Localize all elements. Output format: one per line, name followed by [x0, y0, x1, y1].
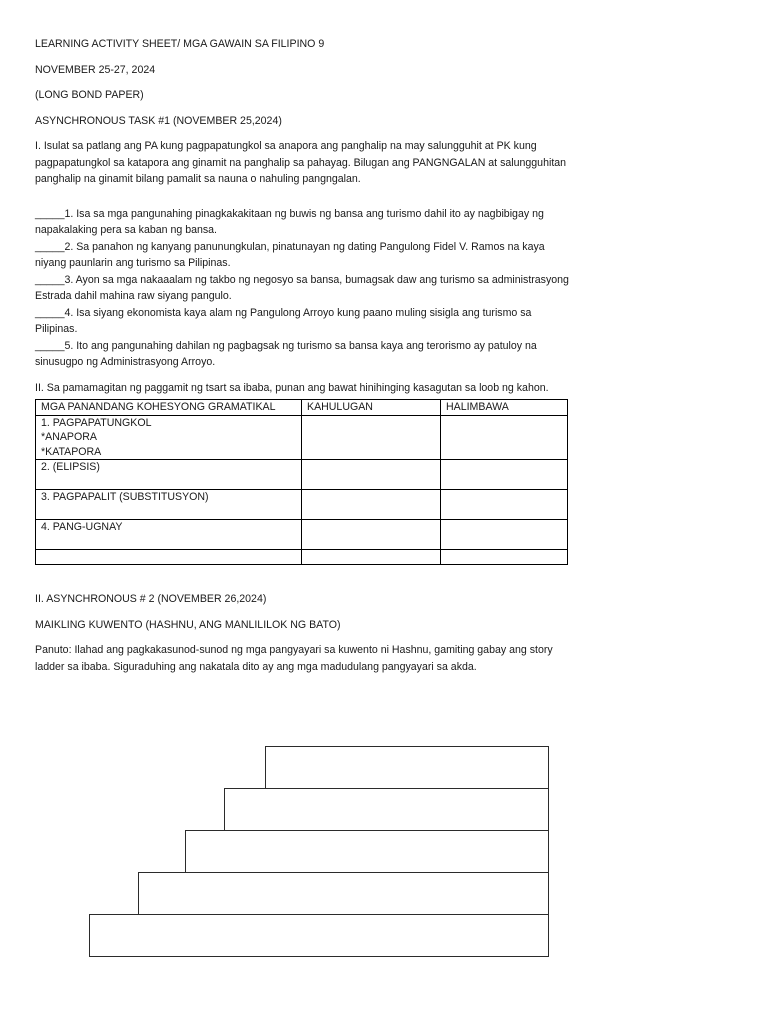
ladder-step-3[interactable]: [185, 830, 549, 873]
table-header: KAHULUGAN: [302, 400, 441, 416]
answer-cell[interactable]: [302, 520, 441, 550]
activity-sheet: [35, 36, 575, 675]
part1-items: [35, 206, 575, 371]
table-cell: 4. PANG-UGNAY: [36, 520, 302, 550]
sheet-title: LEARNING ACTIVITY SHEET/ MGA GAWAIN SA FILIPINO 9: [35, 38, 325, 50]
list-item: _____2. Sa panahon ng kanyang panunungkulan, pinatunayan ng dating Pangulong Fidel V. Ramos na kaya niyang paunlarin ang turismo sa Pilipinas.: [35, 240, 545, 269]
table-cell: [36, 550, 302, 565]
list-item: _____3. Ayon sa mga nakaaalam ng takbo ng negosyo sa bansa, bumagsak daw ang turismo sa administrasyong Estrada dahil mahina raw siyang pangulo.: [35, 273, 569, 302]
table-row: [36, 415, 568, 460]
table-row: [36, 490, 568, 520]
table-cell: 2. (ELIPSIS): [36, 460, 302, 490]
table-cell: 3. PAGPAPALIT (SUBSTITUSYON): [36, 490, 302, 520]
ladder-instructions: Panuto: Ilahad ang pagkakasunod-sunod ng mga pangyayari sa kuwento ni Hashnu, gamiting gabay ang story ladder sa ibaba. Siguraduhing ang nakatala dito ay ang mga madudulang pangyayari sa akda.: [35, 644, 553, 673]
answer-cell[interactable]: [441, 460, 568, 490]
table-header: MGA PANANDANG KOHESYONG GRAMATIKAL: [36, 400, 302, 416]
sheet-dates: NOVEMBER 25-27, 2024: [35, 63, 156, 76]
table-row: [36, 550, 568, 565]
answer-cell[interactable]: [441, 415, 568, 460]
table-header-row: [36, 400, 568, 416]
answer-cell[interactable]: [302, 415, 441, 460]
list-item: _____1. Isa sa mga pangunahing pinagkakakitaan ng buwis ng bansa ang turismo dahil ito ay nagbibigay ng napakalaking pera sa kaban ng bansa.: [35, 207, 544, 236]
ladder-step-2[interactable]: [138, 872, 549, 915]
answer-cell[interactable]: [302, 460, 441, 490]
table-header: HALIMBAWA: [441, 400, 568, 416]
part1-instructions: I. Isulat sa patlang ang PA kung pagpapatungkol sa anapora ang panghalip na may salungguhit at PK kung pagpapatungkol sa katapora ang ginamit na panghalip sa pahayag. Bilugan ang PANGNGALAN at salungguhitan panghalip na ginamit bilang pamalit sa nauna o nahuling pangngalan.: [35, 140, 567, 185]
cell-line: *ANAPORA: [41, 431, 97, 443]
cohesion-table: [35, 399, 568, 565]
ladder-step-1[interactable]: [89, 914, 549, 957]
answer-cell[interactable]: [441, 490, 568, 520]
answer-cell[interactable]: [441, 550, 568, 565]
cell-line: 1. PAGPAPATUNGKOL: [41, 416, 152, 429]
list-item: _____5. Ito ang pangunahing dahilan ng pagbagsak ng turismo sa bansa kaya ang terorismo ay patuloy na sinusugpo ng Administrasyong Arroyo.: [35, 339, 537, 368]
list-item: _____4. Isa siyang ekonomista kaya alam ng Pangulong Arroyo kung paano muling sisigla ang turismo sa Pilipinas.: [35, 306, 532, 335]
answer-cell[interactable]: [441, 520, 568, 550]
ladder-step-4[interactable]: [224, 788, 549, 831]
story-title: MAIKLING KUWENTO (HASHNU, ANG MANLILILOK NG BATO): [35, 618, 341, 631]
answer-cell[interactable]: [302, 490, 441, 520]
cell-line: *KATAPORA: [41, 445, 102, 458]
task2-heading: II. ASYNCHRONOUS # 2 (NOVEMBER 26,2024): [35, 593, 267, 605]
table-row: [36, 460, 568, 490]
ladder-step-5[interactable]: [265, 746, 549, 789]
table-cell: [36, 415, 302, 460]
part2-instructions: II. Sa pamamagitan ng paggamit ng tsart sa ibaba, punan ang bawat hinihinging kasagutan sa loob ng kahon.: [35, 381, 549, 394]
answer-cell[interactable]: [302, 550, 441, 565]
table-row: [36, 520, 568, 550]
paper-note: (LONG BOND PAPER): [35, 89, 144, 101]
task1-heading: ASYNCHRONOUS TASK #1 (NOVEMBER 25,2024): [35, 114, 282, 127]
